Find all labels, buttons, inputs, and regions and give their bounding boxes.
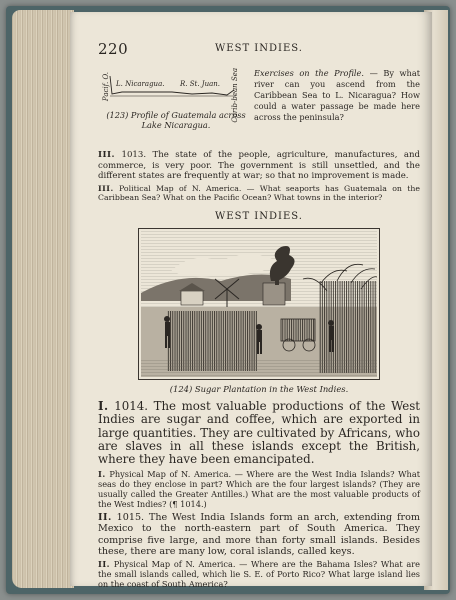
- paragraph-number: 1014.: [114, 398, 148, 413]
- chimney: [275, 267, 279, 285]
- numeral: I.: [98, 468, 106, 479]
- paragraph-1015: [98, 512, 420, 558]
- question-text: Physical Map of N. America. — Where are the West India Islands? What seas do they enclose in part? Which are the four largest islands? (They are usually called the Greater Antilles.) What are the most valuable products of the West Indies? (¶ 1014.): [98, 468, 421, 509]
- profile-section: [98, 66, 420, 146]
- paragraph-number: 1015.: [116, 511, 145, 523]
- running-head-title: WEST INDIES.: [215, 43, 303, 54]
- paragraph-1013: [98, 150, 420, 182]
- paragraph-text: The West India Islands form an arch, extending from Mexico to the north-eastern part of South America. They comprise five large, and more than forty small islands. Besides these, there are many low, coral islands, called keys.: [98, 511, 420, 557]
- question-text: Political Map of N. America. — What seaports has Guatemala on the Caribbean Sea? What on the Pacific Ocean? What towns in the interior?: [98, 183, 420, 203]
- illustration-caption: (124) Sugar Plantation in the West Indies.: [169, 383, 349, 394]
- book-page: [70, 12, 432, 590]
- profile-exercise-title: Exercises on the Profile.: [254, 68, 364, 78]
- engraving-art: [141, 231, 377, 377]
- label-san-juan: R. St. Juan.: [180, 80, 221, 88]
- running-head: [98, 40, 420, 62]
- page-edges: [12, 10, 74, 588]
- numeral: II.: [98, 559, 111, 570]
- paragraph-text: The state of the people, agriculture, manufactures, and commerce, is very poor. The government is still unsettled, and the different states are frequently at war; so that no improvement is made.: [98, 150, 420, 181]
- question-1014: [98, 469, 420, 509]
- numeral: III.: [98, 150, 116, 160]
- question-1013: [98, 184, 420, 203]
- paragraph-1014: [98, 400, 420, 467]
- paragraph-text: The most valuable productions of the West Indies are sugar and coffee, which are exported in large quantities. They are cultivated by Africans, who are slaves in all these islands except the British, where they have been emancipated.: [98, 398, 421, 467]
- question-text: Physical Map of N. America. — Where are the Bahama Isles? What are the small islands called, which lie S. E. of Porto Rico? What large island lies on the coast of South America?: [98, 559, 420, 590]
- page-number: 220: [98, 40, 129, 58]
- numeral: II.: [98, 511, 112, 523]
- sugar-plantation-illustration: [138, 228, 380, 380]
- numeral: III.: [98, 183, 114, 193]
- question-1015: [98, 559, 420, 589]
- profile-figure: [98, 66, 250, 146]
- profile-exercise-text: — By what river can you ascend from the Caribbean Sea to L. Nicaragua? How could a water passage be made here across the peninsula?: [254, 68, 420, 122]
- paragraph-number: 1013.: [121, 150, 147, 160]
- label-lake-nicaragua: L. Nicaragua.: [116, 80, 165, 88]
- sugar-mill: [263, 283, 285, 305]
- label-caribbean: Carib-bean Sea: [231, 68, 239, 123]
- label-pacific: Pacif. O.: [102, 72, 110, 102]
- profile-exercise: [254, 68, 420, 123]
- profile-caption: (123) Profile of Guatemala across Lake Nicaragua.: [106, 110, 246, 130]
- foreground-shadow: [141, 359, 377, 377]
- page-content: [98, 40, 420, 589]
- section-title: WEST INDIES.: [215, 210, 303, 222]
- numeral: I.: [98, 398, 109, 413]
- house: [181, 291, 203, 305]
